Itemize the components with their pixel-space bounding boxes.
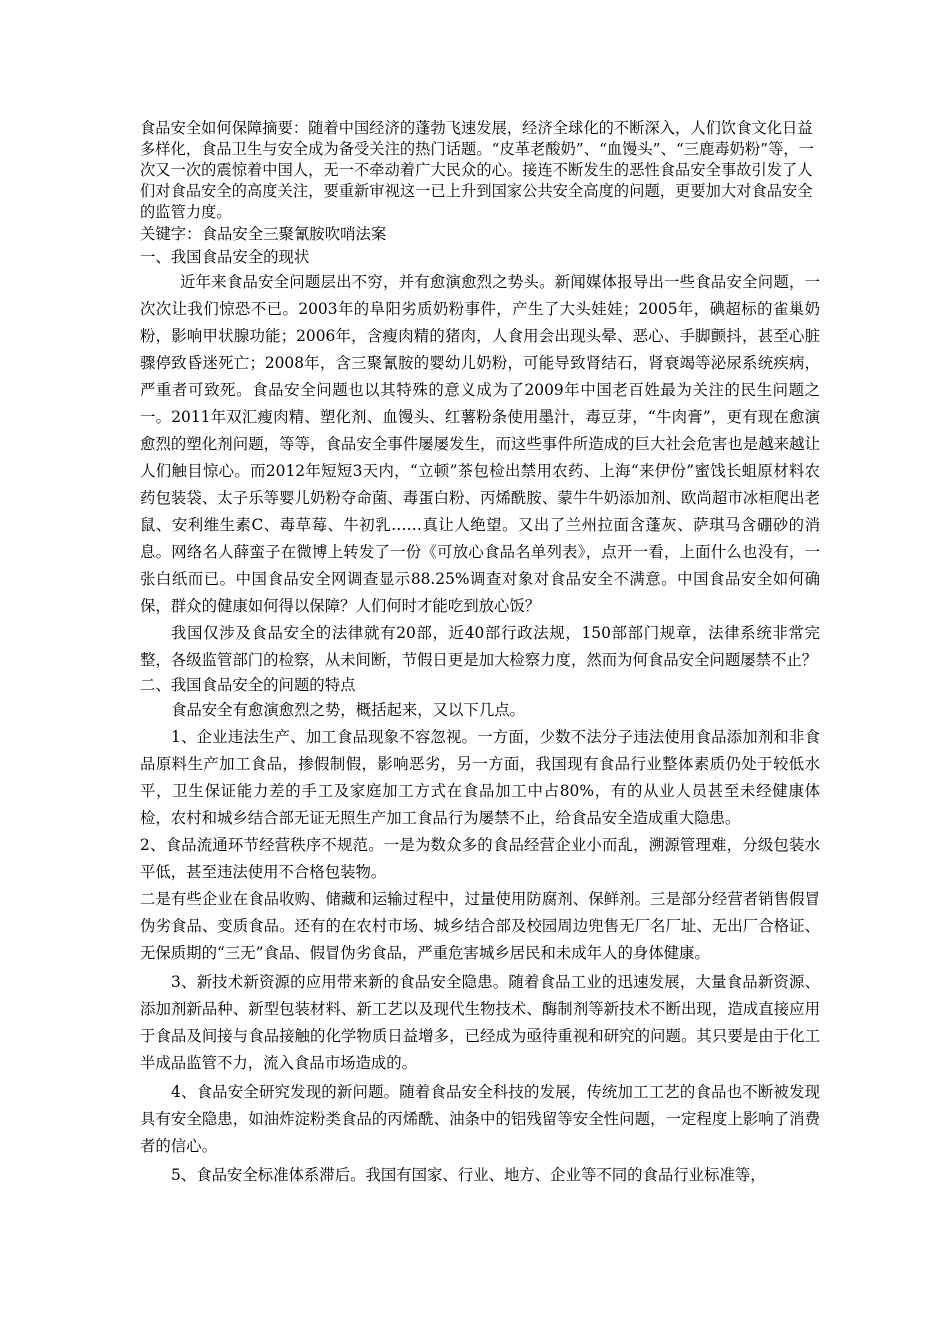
point-3: 3、新技术新资源的应用带来新的食品安全隐患。随着食品工业的迅速发展，大量食品新资源、添加剂新品种、新型包装材料、新工艺以及现代生物技术、酶制剂等新技术不断出现，造成直接应用于食品及间接与食品接触的化学物质日益增多，已经成为亟待重视和研究的问题。其只要是由于化工半成品监管不力，流入食品市场造成的。 — [140, 973, 820, 1072]
point-2: 2、食品流通环节经营秩序不规范。一是为数众多的食品经营企业小而乱，溯源管理难，分级包装水平低，甚至违法使用不合格包装物。 — [140, 836, 820, 881]
section1-paragraph-1: 近年来食品安全问题层出不穷，并有愈演愈烈之势头。新闻媒体报导出一些食品安全问题，一次次让我们惊恐不已。2003年的阜阳劣质奶粉事件，产生了大头娃娃；2005年，碘超标的雀巢奶粉，影响甲状腺功能；2006年，含瘦肉精的猪肉，人食用会出现头晕、恶心、手脚颤抖，甚至心脏骤停致昏迷死亡；2008年，含三聚氰胺的婴幼儿奶粉，可能导致肾结石，肾衰竭等泌尿系统疾病，严重者可致死。食品安全问题也以其特殊的意义成为了2009年中国老百姓最为关注的民生问题之一。2011年双汇瘦肉精、塑化剂、血馒头、红薯粉条使用墨汁，毒豆芽，“牛肉膏”，更有现在愈演愈烈的塑化剂问题，等等，食品安全事件屡屡发生，而这些事件所造成的巨大社会危害也是越来越让人们触目惊心。而2012年短短3天内，“立顿”茶包检出禁用农药、上海“来伊份”蜜饯长蛆原材料农药包装袋、太子乐等婴儿奶粉夺命菌、毒蛋白粉、丙烯酰胺、蒙牛牛奶添加剂、欧尚超市冰柜爬出老鼠、安利维生素C、毒草莓、牛初乳……真让人绝望。又出了兰州拉面含蓬灰、萨琪马含硼砂的消息。网络名人薛蛮子在微博上转发了一份《可放心食品名单列表》，点开一看，上面什么也没有，一张白纸而已。中国食品安全网调查显示88.25%调查对象对食品安全不满意。中国食品安全如何确保，群众的健康如何得以保障？人们何时才能吃到放心饭？ — [140, 273, 820, 615]
section-heading-2: 二、我国食品安全的问题的特点 — [140, 676, 356, 694]
keywords-line: 关键字：食品安全三聚氰胺吹哨法案 — [140, 225, 387, 243]
point-2-continued: 二是有些企业在食品收购、储藏和运输过程中，过量使用防腐剂、保鲜剂。三是部分经营者销售假冒伪劣食品、变质食品。还有的在农村市场、城乡结合部及校园周边兜售无厂名厂址、无出厂合格证、无保质期的“三无”食品、假冒伪劣食品，严重危害城乡居民和未成年人的身体健康。 — [140, 890, 820, 962]
point-4: 4、食品安全研究发现的新问题。随着食品安全科技的发展，传统加工工艺的食品也不断被发现具有安全隐患，如油炸淀粉类食品的丙烯酰、油条中的铝残留等安全性问题，一定程度上影响了消费者的信心。 — [140, 1083, 820, 1155]
abstract-paragraph: 食品安全如何保障摘要：随着中国经济的蓬勃飞速发展，经济全球化的不断深入，人们饮食文化日益多样化，食品卫生与安全成为备受关注的热门话题。“皮革老酸奶”、“血馒头”、“三鹿毒奶粉”等，一次又一次的震惊着中国人，无一不牵动着广大民众的心。接连不断发生的恶性食品安全事故引发了人们对食品安全的高度关注，要重新审视这一已上升到国家公共安全高度的问题，更要加大对食品安全的监管力度。 — [140, 119, 814, 221]
point-1: 1、企业违法生产、加工食品现象不容忽视。一方面，少数不法分子违法使用食品添加剂和非食品原料生产加工食品，掺假制假，影响恶劣，另一方面，我国现有食品行业整体素质仍处于较低水平，卫生保证能力差的手工及家庭加工方式在食品加工中占80%，有的从业人员甚至未经健康体检，农村和城乡结合部无证无照生产加工食品行为屡禁不止，给食品安全造成重大隐患。 — [140, 728, 820, 827]
section1-paragraph-2: 我国仅涉及食品安全的法律就有20部，近40部行政法规，150部部门规章，法律系统非常完整，各级监管部门的检察，从未间断，节假日更是加大检察力度，然而为何食品安全问题屡禁不止？ — [140, 624, 820, 669]
section2-intro: 食品安全有愈演愈烈之势，概括起来，又以下几点。 — [171, 701, 525, 719]
point-5: 5、食品安全标准体系滞后。我国有国家、行业、地方、企业等不同的食品行业标准等， — [171, 1166, 766, 1184]
section-heading-1: 一、我国食品安全的现状 — [140, 248, 310, 266]
document-page — [140, 118, 820, 1189]
